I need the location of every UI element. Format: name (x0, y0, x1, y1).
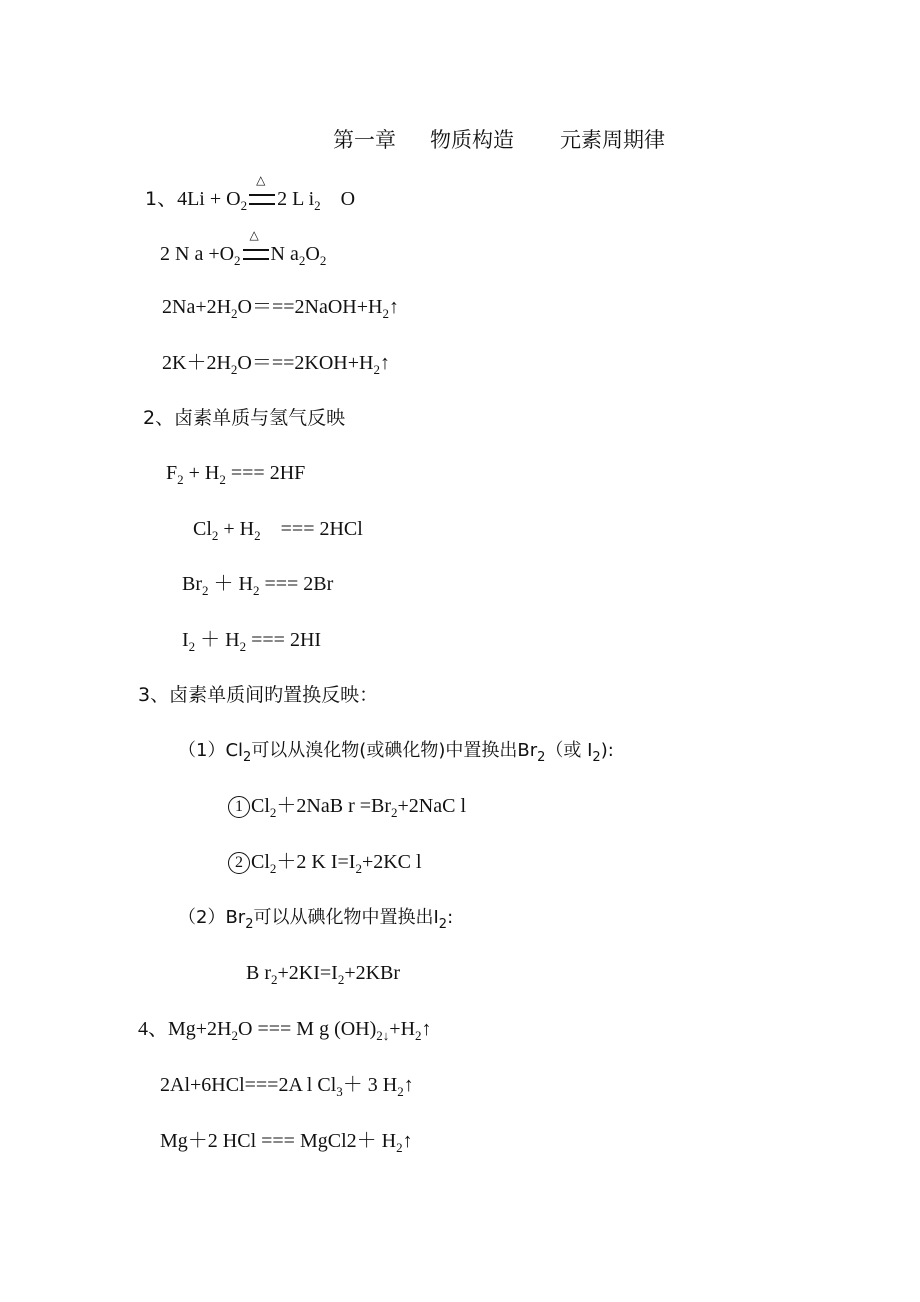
chapter-number: 第一章 (333, 128, 396, 152)
reaction-1: 1 $Cl_2+2NaB$ $r =Br_2+2NaC$ l (228, 793, 466, 819)
equation-li-oxygen: 1、$4Li + O_2$ △ 2 L $i_2$ O (145, 173, 356, 213)
equation-na-water: $2Na+2H_2O===2NaOH+H_2↑$ (162, 296, 399, 321)
equation-mg-water: 4、$Mg+2H_2O$ === M g $(OH)_{2↓}+H_2↑$ (138, 1018, 432, 1043)
heating-condition-icon: △ (247, 186, 277, 212)
equation-k-water: $2K+2H_2O===2KOH+H_2↑$ (162, 352, 390, 377)
section-3-heading: 3、卤素单质间旳置换反映： (138, 684, 379, 706)
heating-condition-icon: △ (241, 241, 271, 267)
equation-cl2-h2: $Cl_2 + H_2$ === 2HCl (193, 518, 363, 543)
circled-number-icon: 2 (228, 852, 250, 874)
chapter-title-part1: 物质构造 (430, 128, 514, 152)
section-2-heading: 2、卤素单质与氢气反映 (143, 407, 346, 429)
equation-f2-h2: $F_2 + H_2$ === 2HF (166, 462, 306, 487)
chapter-title-part2: 元素周期律 (560, 128, 665, 152)
equation-br2-h2: $Br_2 + H_2$ === 2Br (182, 573, 334, 598)
circled-number-icon: 1 (228, 796, 250, 818)
reaction-2: 2 $Cl_2+2$ K $I=I_2+2KC$ l (228, 849, 422, 875)
reaction-3: B $r_2+2KI=I_2+2KBr$ (246, 962, 401, 987)
equation-mg-hcl: Mg＋2 HCl === MgCl2＋ $H_2↑$ (160, 1130, 413, 1155)
equation-na-oxygen: 2 N $a +O_2$ △ N $a_2O_2$ (160, 228, 327, 268)
paragraph-cl2-displacement: $(1)Cl_2$可以从溴化物(或碘化物)中置换出$Br_2$（或 $I_2$): (178, 740, 614, 765)
equation-al-hcl: 2Al+6HCl===2A l $Cl_3+ 3$ $H_2↑$ (160, 1074, 414, 1099)
paragraph-br2-displacement: $(2)Br_2$可以从碘化物中置换出$I_2$: (178, 907, 454, 932)
equation-i2-h2: $I_2 + H_2$ === 2HI (182, 629, 322, 654)
